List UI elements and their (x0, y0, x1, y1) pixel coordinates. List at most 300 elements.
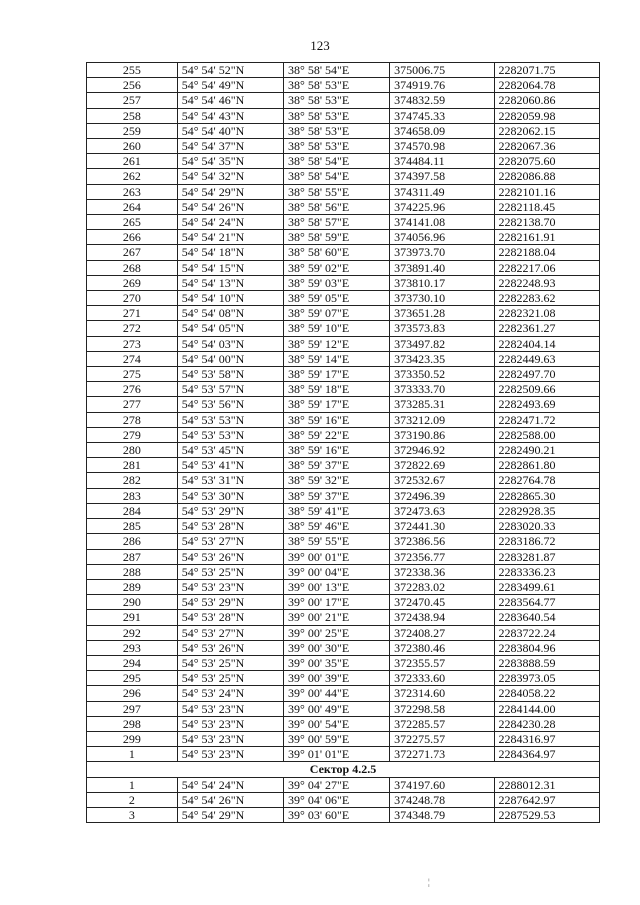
coord-y-cell: 2282449.63 (494, 351, 599, 366)
table-row (87, 382, 600, 397)
point-number-cell: 290 (87, 595, 178, 610)
table-row (87, 686, 600, 701)
latitude-cell: 54° 54' 40"N (177, 123, 283, 138)
longitude-cell: 39° 00' 21"E (284, 610, 390, 625)
longitude-cell: 38° 59' 02"E (284, 260, 390, 275)
coordinates-table (86, 62, 600, 823)
coord-y-cell: 2282509.66 (494, 382, 599, 397)
longitude-cell: 39° 00' 54"E (284, 716, 390, 731)
table-row (87, 169, 600, 184)
coord-y-cell: 2282497.70 (494, 367, 599, 382)
table-row (87, 731, 600, 746)
coord-x-cell: 373285.31 (390, 397, 494, 412)
latitude-cell: 54° 53' 53"N (177, 427, 283, 442)
coord-x-cell: 372298.58 (390, 701, 494, 716)
longitude-cell: 39° 00' 39"E (284, 671, 390, 686)
longitude-cell: 38° 59' 46"E (284, 519, 390, 534)
longitude-cell: 39° 00' 17"E (284, 595, 390, 610)
longitude-cell: 39° 00' 13"E (284, 579, 390, 594)
latitude-cell: 54° 53' 56"N (177, 397, 283, 412)
longitude-cell: 38° 59' 10"E (284, 321, 390, 336)
latitude-cell: 54° 54' 49"N (177, 78, 283, 93)
table-body-sector (87, 777, 600, 823)
coord-y-cell: 2282086.88 (494, 169, 599, 184)
longitude-cell: 39° 00' 30"E (284, 640, 390, 655)
longitude-cell: 38° 59' 03"E (284, 275, 390, 290)
coord-y-cell: 2282075.60 (494, 154, 599, 169)
coord-y-cell: 2282248.93 (494, 275, 599, 290)
point-number-cell: 258 (87, 108, 178, 123)
longitude-cell: 38° 58' 57"E (284, 215, 390, 230)
coord-y-cell: 2282118.45 (494, 199, 599, 214)
table-row (87, 579, 600, 594)
coord-x-cell: 373190.86 (390, 427, 494, 442)
latitude-cell: 54° 53' 41"N (177, 458, 283, 473)
latitude-cell: 54° 54' 21"N (177, 230, 283, 245)
latitude-cell: 54° 54' 29"N (177, 807, 283, 822)
point-number-cell: 274 (87, 351, 178, 366)
coord-x-cell: 374348.79 (390, 807, 494, 822)
longitude-cell: 39° 00' 25"E (284, 625, 390, 640)
longitude-cell: 38° 58' 53"E (284, 108, 390, 123)
longitude-cell: 38° 59' 18"E (284, 382, 390, 397)
coord-x-cell: 372386.56 (390, 534, 494, 549)
point-number-cell: 270 (87, 291, 178, 306)
table-row (87, 215, 600, 230)
point-number-cell: 255 (87, 63, 178, 78)
latitude-cell: 54° 54' 26"N (177, 792, 283, 807)
coord-y-cell: 2283640.54 (494, 610, 599, 625)
latitude-cell: 54° 53' 30"N (177, 488, 283, 503)
table-row (87, 777, 600, 792)
coord-x-cell: 372438.94 (390, 610, 494, 625)
point-number-cell: 265 (87, 215, 178, 230)
table-row (87, 792, 600, 807)
longitude-cell: 38° 59' 05"E (284, 291, 390, 306)
longitude-cell: 38° 59' 41"E (284, 503, 390, 518)
point-number-cell: 277 (87, 397, 178, 412)
longitude-cell: 39° 01' 01"E (284, 747, 390, 762)
latitude-cell: 54° 53' 27"N (177, 625, 283, 640)
coord-x-cell: 373573.83 (390, 321, 494, 336)
coord-y-cell: 2282217.06 (494, 260, 599, 275)
table-row (87, 245, 600, 260)
longitude-cell: 38° 58' 53"E (284, 139, 390, 154)
coord-y-cell: 2282471.72 (494, 412, 599, 427)
point-number-cell: 3 (87, 807, 178, 822)
coord-y-cell: 2282071.75 (494, 63, 599, 78)
point-number-cell: 285 (87, 519, 178, 534)
coord-x-cell: 374141.08 (390, 215, 494, 230)
latitude-cell: 54° 53' 45"N (177, 443, 283, 458)
table-row (87, 519, 600, 534)
coord-x-cell: 372496.39 (390, 488, 494, 503)
table-row (87, 564, 600, 579)
coord-x-cell: 373891.40 (390, 260, 494, 275)
coord-y-cell: 2282321.08 (494, 306, 599, 321)
table-row (87, 199, 600, 214)
coord-x-cell: 373730.10 (390, 291, 494, 306)
coord-x-cell: 374919.76 (390, 78, 494, 93)
table-row (87, 291, 600, 306)
longitude-cell: 38° 58' 53"E (284, 123, 390, 138)
coord-x-cell: 372473.63 (390, 503, 494, 518)
coord-y-cell: 2283281.87 (494, 549, 599, 564)
point-number-cell: 281 (87, 458, 178, 473)
point-number-cell: 269 (87, 275, 178, 290)
latitude-cell: 54° 53' 57"N (177, 382, 283, 397)
point-number-cell: 272 (87, 321, 178, 336)
coord-y-cell: 2283186.72 (494, 534, 599, 549)
latitude-cell: 54° 53' 25"N (177, 671, 283, 686)
coord-y-cell: 2282764.78 (494, 473, 599, 488)
coord-y-cell: 2282490.21 (494, 443, 599, 458)
point-number-cell: 292 (87, 625, 178, 640)
coord-y-cell: 2282064.78 (494, 78, 599, 93)
table-row (87, 351, 600, 366)
coord-y-cell: 2282928.35 (494, 503, 599, 518)
latitude-cell: 54° 54' 43"N (177, 108, 283, 123)
coord-x-cell: 372338.36 (390, 564, 494, 579)
table-row (87, 701, 600, 716)
latitude-cell: 54° 53' 23"N (177, 731, 283, 746)
table-row (87, 640, 600, 655)
coord-x-cell: 374832.59 (390, 93, 494, 108)
latitude-cell: 54° 54' 24"N (177, 777, 283, 792)
point-number-cell: 256 (87, 78, 178, 93)
point-number-cell: 280 (87, 443, 178, 458)
coord-y-cell: 2284144.00 (494, 701, 599, 716)
point-number-cell: 263 (87, 184, 178, 199)
coord-x-cell: 373497.82 (390, 336, 494, 351)
section-title: Сектор 4.2.5 (87, 762, 600, 777)
coord-x-cell: 373212.09 (390, 412, 494, 427)
coord-y-cell: 2282062.15 (494, 123, 599, 138)
coord-y-cell: 2282060.86 (494, 93, 599, 108)
table-row (87, 412, 600, 427)
point-number-cell: 279 (87, 427, 178, 442)
table-row (87, 93, 600, 108)
table-row (87, 595, 600, 610)
longitude-cell: 38° 59' 16"E (284, 443, 390, 458)
longitude-cell: 38° 58' 54"E (284, 154, 390, 169)
longitude-cell: 39° 00' 01"E (284, 549, 390, 564)
longitude-cell: 38° 58' 60"E (284, 245, 390, 260)
coord-x-cell: 374397.58 (390, 169, 494, 184)
coord-x-cell: 374484.11 (390, 154, 494, 169)
latitude-cell: 54° 53' 23"N (177, 579, 283, 594)
latitude-cell: 54° 54' 52"N (177, 63, 283, 78)
coord-x-cell: 372408.27 (390, 625, 494, 640)
table-row (87, 716, 600, 731)
point-number-cell: 294 (87, 655, 178, 670)
latitude-cell: 54° 53' 31"N (177, 473, 283, 488)
coord-x-cell: 374570.98 (390, 139, 494, 154)
coord-x-cell: 373973.70 (390, 245, 494, 260)
point-number-cell: 278 (87, 412, 178, 427)
longitude-cell: 38° 58' 54"E (284, 169, 390, 184)
coord-y-cell: 2282865.30 (494, 488, 599, 503)
point-number-cell: 296 (87, 686, 178, 701)
point-number-cell: 288 (87, 564, 178, 579)
table-row (87, 503, 600, 518)
point-number-cell: 273 (87, 336, 178, 351)
page-number: 123 (310, 38, 330, 53)
latitude-cell: 54° 53' 26"N (177, 549, 283, 564)
table-row (87, 625, 600, 640)
latitude-cell: 54° 53' 23"N (177, 747, 283, 762)
coord-y-cell: 2282161.91 (494, 230, 599, 245)
latitude-cell: 54° 54' 15"N (177, 260, 283, 275)
coord-x-cell: 373651.28 (390, 306, 494, 321)
longitude-cell: 39° 03' 60"E (284, 807, 390, 822)
longitude-cell: 38° 58' 54"E (284, 63, 390, 78)
table-row (87, 336, 600, 351)
coord-x-cell: 372470.45 (390, 595, 494, 610)
longitude-cell: 39° 04' 06"E (284, 792, 390, 807)
coord-y-cell: 2282138.70 (494, 215, 599, 230)
table-row (87, 549, 600, 564)
coord-y-cell: 2283336.23 (494, 564, 599, 579)
coord-y-cell: 2283722.24 (494, 625, 599, 640)
latitude-cell: 54° 53' 26"N (177, 640, 283, 655)
table-row (87, 443, 600, 458)
latitude-cell: 54° 53' 27"N (177, 534, 283, 549)
coord-x-cell: 372333.60 (390, 671, 494, 686)
coord-x-cell: 372275.57 (390, 731, 494, 746)
latitude-cell: 54° 54' 24"N (177, 215, 283, 230)
latitude-cell: 54° 54' 35"N (177, 154, 283, 169)
longitude-cell: 38° 59' 12"E (284, 336, 390, 351)
coord-y-cell: 2287642.97 (494, 792, 599, 807)
coord-y-cell: 2282361.27 (494, 321, 599, 336)
longitude-cell: 38° 59' 17"E (284, 397, 390, 412)
point-number-cell: 276 (87, 382, 178, 397)
latitude-cell: 54° 53' 29"N (177, 503, 283, 518)
coord-y-cell: 2283020.33 (494, 519, 599, 534)
coord-y-cell: 2282404.14 (494, 336, 599, 351)
coord-x-cell: 372356.77 (390, 549, 494, 564)
latitude-cell: 54° 54' 18"N (177, 245, 283, 260)
longitude-cell: 38° 59' 14"E (284, 351, 390, 366)
longitude-cell: 39° 00' 44"E (284, 686, 390, 701)
table-row (87, 108, 600, 123)
latitude-cell: 54° 54' 05"N (177, 321, 283, 336)
coord-x-cell: 372285.57 (390, 716, 494, 731)
coord-x-cell: 373333.70 (390, 382, 494, 397)
coord-y-cell: 2282101.16 (494, 184, 599, 199)
coord-x-cell: 372314.60 (390, 686, 494, 701)
coord-x-cell: 374248.78 (390, 792, 494, 807)
latitude-cell: 54° 53' 28"N (177, 519, 283, 534)
latitude-cell: 54° 53' 23"N (177, 716, 283, 731)
table-row (87, 747, 600, 762)
point-number-cell: 295 (87, 671, 178, 686)
latitude-cell: 54° 54' 32"N (177, 169, 283, 184)
point-number-cell: 257 (87, 93, 178, 108)
coord-y-cell: 2287529.53 (494, 807, 599, 822)
table-row (87, 275, 600, 290)
latitude-cell: 54° 53' 58"N (177, 367, 283, 382)
table-row (87, 230, 600, 245)
coord-x-cell: 375006.75 (390, 63, 494, 78)
point-number-cell: 2 (87, 792, 178, 807)
coord-y-cell: 2283499.61 (494, 579, 599, 594)
coord-x-cell: 373350.52 (390, 367, 494, 382)
coord-y-cell: 2284364.97 (494, 747, 599, 762)
coord-x-cell: 374745.33 (390, 108, 494, 123)
point-number-cell: 284 (87, 503, 178, 518)
latitude-cell: 54° 54' 46"N (177, 93, 283, 108)
coord-y-cell: 2283804.96 (494, 640, 599, 655)
longitude-cell: 39° 00' 04"E (284, 564, 390, 579)
coord-y-cell: 2282493.69 (494, 397, 599, 412)
coord-x-cell: 374225.96 (390, 199, 494, 214)
longitude-cell: 38° 59' 22"E (284, 427, 390, 442)
coord-x-cell: 373423.35 (390, 351, 494, 366)
longitude-cell: 39° 00' 59"E (284, 731, 390, 746)
point-number-cell: 291 (87, 610, 178, 625)
coord-y-cell: 2282059.98 (494, 108, 599, 123)
coord-y-cell: 2283564.77 (494, 595, 599, 610)
coord-x-cell: 374658.09 (390, 123, 494, 138)
point-number-cell: 298 (87, 716, 178, 731)
page-mark: ¦ (428, 877, 430, 887)
longitude-cell: 38° 58' 55"E (284, 184, 390, 199)
point-number-cell: 299 (87, 731, 178, 746)
point-number-cell: 275 (87, 367, 178, 382)
latitude-cell: 54° 53' 24"N (177, 686, 283, 701)
table-row (87, 807, 600, 822)
point-number-cell: 267 (87, 245, 178, 260)
coord-x-cell: 373810.17 (390, 275, 494, 290)
point-number-cell: 266 (87, 230, 178, 245)
point-number-cell: 262 (87, 169, 178, 184)
point-number-cell: 1 (87, 777, 178, 792)
coord-y-cell: 2284230.28 (494, 716, 599, 731)
latitude-cell: 54° 54' 10"N (177, 291, 283, 306)
coord-x-cell: 372355.57 (390, 655, 494, 670)
point-number-cell: 271 (87, 306, 178, 321)
table-row (87, 655, 600, 670)
table-row (87, 671, 600, 686)
table-row (87, 534, 600, 549)
longitude-cell: 38° 59' 37"E (284, 458, 390, 473)
table-row (87, 367, 600, 382)
point-number-cell: 268 (87, 260, 178, 275)
point-number-cell: 293 (87, 640, 178, 655)
point-number-cell: 259 (87, 123, 178, 138)
latitude-cell: 54° 53' 23"N (177, 701, 283, 716)
coord-y-cell: 2282067.36 (494, 139, 599, 154)
point-number-cell: 287 (87, 549, 178, 564)
longitude-cell: 39° 00' 49"E (284, 701, 390, 716)
longitude-cell: 38° 59' 17"E (284, 367, 390, 382)
coord-y-cell: 2282861.80 (494, 458, 599, 473)
table-row (87, 260, 600, 275)
coord-x-cell: 372271.73 (390, 747, 494, 762)
latitude-cell: 54° 54' 37"N (177, 139, 283, 154)
table-row (87, 78, 600, 93)
latitude-cell: 54° 54' 00"N (177, 351, 283, 366)
latitude-cell: 54° 54' 26"N (177, 199, 283, 214)
table-row (87, 488, 600, 503)
point-number-cell: 260 (87, 139, 178, 154)
coord-x-cell: 372283.02 (390, 579, 494, 594)
latitude-cell: 54° 54' 29"N (177, 184, 283, 199)
longitude-cell: 38° 59' 16"E (284, 412, 390, 427)
coord-x-cell: 372380.46 (390, 640, 494, 655)
longitude-cell: 38° 59' 55"E (284, 534, 390, 549)
coord-x-cell: 374056.96 (390, 230, 494, 245)
latitude-cell: 54° 53' 28"N (177, 610, 283, 625)
table-section (87, 762, 600, 777)
longitude-cell: 39° 04' 27"E (284, 777, 390, 792)
table-row (87, 458, 600, 473)
coord-y-cell: 2283973.05 (494, 671, 599, 686)
point-number-cell: 286 (87, 534, 178, 549)
table-row (87, 397, 600, 412)
table-row (87, 473, 600, 488)
latitude-cell: 54° 53' 53"N (177, 412, 283, 427)
longitude-cell: 38° 58' 53"E (284, 78, 390, 93)
table-body-main (87, 63, 600, 762)
section-header-row (87, 762, 600, 777)
coord-y-cell: 2288012.31 (494, 777, 599, 792)
latitude-cell: 54° 54' 13"N (177, 275, 283, 290)
table-row (87, 610, 600, 625)
coord-x-cell: 372946.92 (390, 443, 494, 458)
point-number-cell: 282 (87, 473, 178, 488)
coord-x-cell: 372532.67 (390, 473, 494, 488)
longitude-cell: 39° 00' 35"E (284, 655, 390, 670)
table-row (87, 184, 600, 199)
coord-y-cell: 2282588.00 (494, 427, 599, 442)
table-row (87, 123, 600, 138)
table-row (87, 139, 600, 154)
coord-x-cell: 374311.49 (390, 184, 494, 199)
longitude-cell: 38° 58' 59"E (284, 230, 390, 245)
coord-y-cell: 2282283.62 (494, 291, 599, 306)
coord-x-cell: 372441.30 (390, 519, 494, 534)
longitude-cell: 38° 59' 07"E (284, 306, 390, 321)
longitude-cell: 38° 59' 32"E (284, 473, 390, 488)
latitude-cell: 54° 53' 25"N (177, 655, 283, 670)
coord-x-cell: 372822.69 (390, 458, 494, 473)
point-number-cell: 1 (87, 747, 178, 762)
coord-x-cell: 374197.60 (390, 777, 494, 792)
longitude-cell: 38° 58' 53"E (284, 93, 390, 108)
table-row (87, 154, 600, 169)
longitude-cell: 38° 58' 56"E (284, 199, 390, 214)
latitude-cell: 54° 54' 03"N (177, 336, 283, 351)
coord-y-cell: 2282188.04 (494, 245, 599, 260)
point-number-cell: 297 (87, 701, 178, 716)
coord-y-cell: 2283888.59 (494, 655, 599, 670)
latitude-cell: 54° 54' 08"N (177, 306, 283, 321)
coord-y-cell: 2284316.97 (494, 731, 599, 746)
point-number-cell: 261 (87, 154, 178, 169)
table-row (87, 427, 600, 442)
table-row (87, 306, 600, 321)
table-row (87, 63, 600, 78)
coord-y-cell: 2284058.22 (494, 686, 599, 701)
point-number-cell: 289 (87, 579, 178, 594)
point-number-cell: 283 (87, 488, 178, 503)
table-row (87, 321, 600, 336)
point-number-cell: 264 (87, 199, 178, 214)
longitude-cell: 38° 59' 37"E (284, 488, 390, 503)
